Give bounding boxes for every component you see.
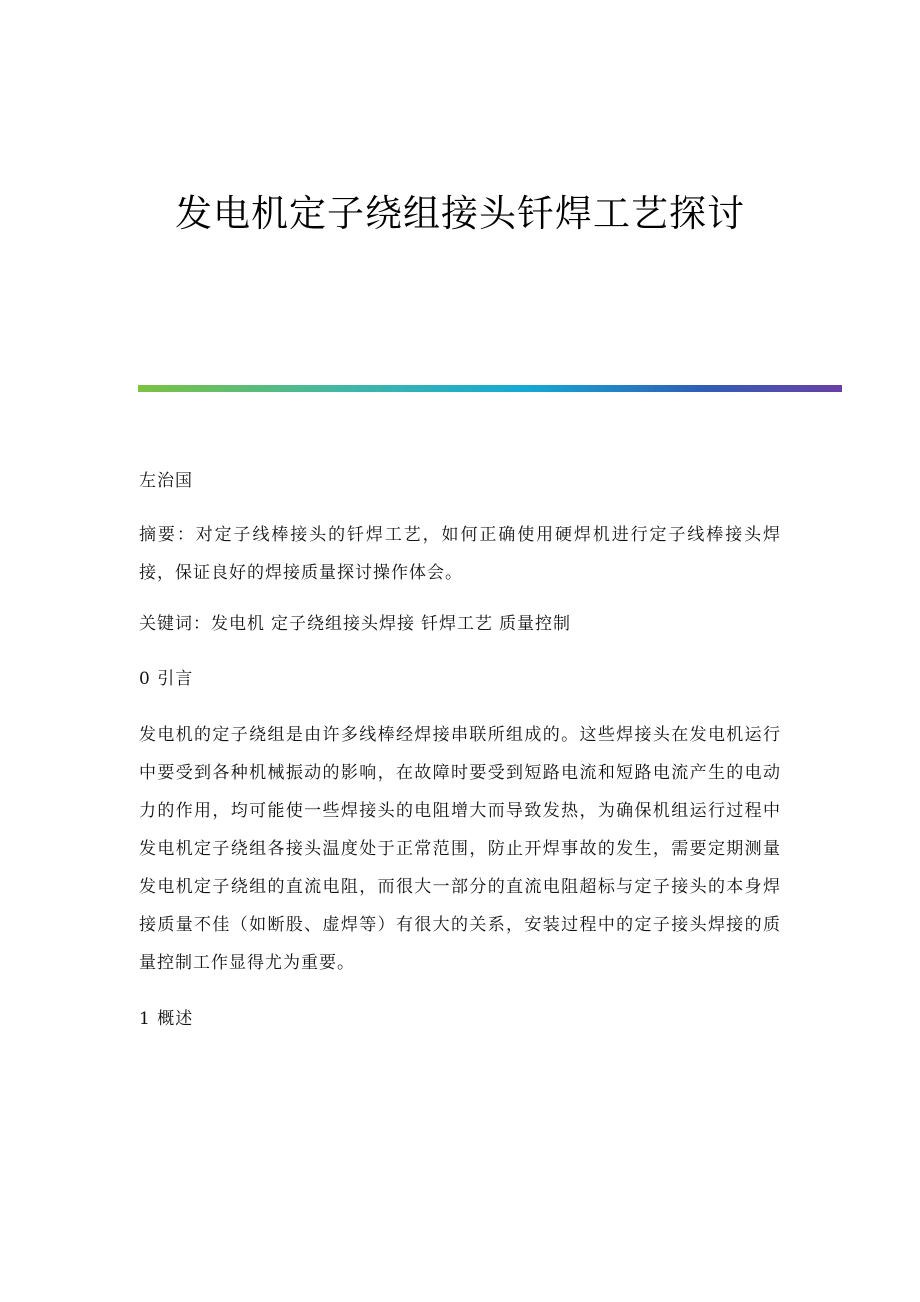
abstract-text: 对定子线棒接头的钎焊工艺，如何正确使用硬焊机进行定子线棒接头焊接，保证良好的焊接质量探讨操作体会。 [139, 525, 782, 583]
section-heading-introduction: 0 引言 [139, 669, 194, 689]
keyword-item: 定子绕组接头焊接 [271, 614, 415, 634]
keyword-item: 发电机 [211, 614, 265, 634]
keyword-item: 钎焊工艺 [421, 614, 493, 634]
author-name: 左治国 [139, 471, 193, 491]
abstract-label: 摘要： [139, 525, 196, 545]
keywords-line [139, 605, 781, 643]
keyword-item: 质量控制 [499, 614, 571, 634]
document-body [139, 462, 781, 1038]
document-title: 发电机定子绕组接头钎焊工艺探讨 [175, 192, 745, 235]
section-paragraph-introduction: 发电机的定子绕组是由许多线棒经焊接串联所组成的。这些焊接头在发电机运行中要受到各种机械振动的影响，在故障时要受到短路电流和短路电流产生的电动力的作用，均可能使一些焊接头的电阻增大而导致发热，为确保机组运行过程中发电机定子绕组各接头温度处于正常范围，防止开焊事故的发生，需要定期测量发电机定子绕组的直流电阻，而很大一部分的直流电阻超标与定子接头的本身焊接质量不佳（如断股、虚焊等）有很大的关系，安装过程中的定子接头焊接的质量控制工作显得尤为重要。 [139, 725, 781, 973]
keywords-label: 关键词： [139, 614, 211, 634]
abstract-paragraph [139, 516, 781, 592]
title-divider-rule [138, 385, 842, 392]
section-heading-overview: 1 概述 [139, 1009, 194, 1029]
